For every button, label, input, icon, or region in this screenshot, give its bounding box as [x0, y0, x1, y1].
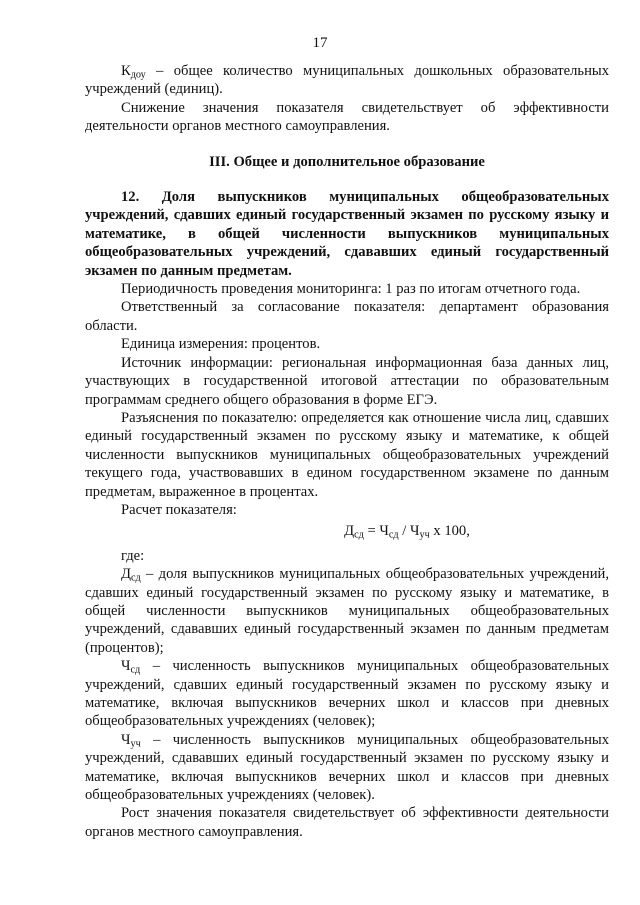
section-heading: III. Общее и дополнительное образование [209, 153, 485, 170]
symbol-d-subscript: сд [130, 572, 141, 584]
formula-lhs-subscript: сд [354, 529, 364, 541]
definition-d-sd [85, 565, 609, 657]
where-label: где: [121, 547, 145, 564]
definition-ch-sd-text: – численность выпускников муниципальных общеобразовательных учреждений, сдавших единый государственный экзамен по русскому языку и математике, включая выпускников вечерних школ и классов при дневных общеобразовательных учреждениях (человек); [85, 658, 609, 730]
symbol-ch-sd-subscript: сд [130, 664, 141, 676]
indicator-title: 12. Доля выпускников муниципальных общеобразовательных учреждений, сдавших единый государственный экзамен по русскому языку и математике, в общей численности выпускников муниципальных общеобразовательных учреждений, сдававших единый государственный экзамен по данным предметам. [85, 189, 609, 279]
formula-tail: х 100, [429, 523, 470, 540]
formula-denominator: Ч [409, 523, 420, 540]
definition-ch-sd [85, 657, 609, 731]
paragraph-unit: Единица измерения: процентов. [121, 336, 321, 353]
symbol-k-subscript: доу [130, 69, 146, 81]
definition-k-dou [85, 62, 609, 99]
formula-division: / [398, 523, 410, 540]
page-number: 17 [312, 35, 328, 51]
formula-equals: = [363, 523, 380, 540]
symbol-ch-uch: Ч [121, 731, 131, 748]
definition-ch-uch [85, 731, 609, 805]
paragraph-decrease: Снижение значения показателя свидетельствует об эффективности деятельности органов местного самоуправления. [85, 99, 609, 135]
definition-ch-uch-text: – численность выпускников муниципальных общеобразовательных учреждений, сдававших единый государственный экзамен по русскому языку и математике, включая выпускников вечерних школ и классов при дневных общеобразовательных учреждениях (человек). [85, 731, 609, 804]
definition-k-dou-text: – общее количество муниципальных дошкольных образовательных учреждений (единиц). [85, 63, 609, 98]
paragraph-calc-label: Расчет показателя: [121, 501, 237, 518]
formula-denominator-subscript: уч [419, 529, 430, 541]
formula [85, 522, 609, 540]
paragraph-periodicity: Периодичность проведения мониторинга: 1 раз по итогам отчетного года. [121, 281, 581, 298]
symbol-d: Д [121, 566, 131, 583]
symbol-ch-uch-subscript: уч [130, 738, 141, 750]
paragraph-responsible: Ответственный за согласование показателя: департамент образования области. [85, 299, 609, 334]
formula-numerator-subscript: сд [388, 529, 399, 541]
paragraph-explanation: Разъяснения по показателю: определяется как отношение числа лиц, сдавших единый государственный экзамен по русскому языку и математике, к общей численности выпускников муниципальных общеобразовательных учреждений текущего года, участвовавших в едином государственном экзамене по данным предметам, выраженное в процентах. [85, 409, 609, 500]
symbol-ch-sd: Ч [121, 658, 131, 675]
formula-lhs: Д [344, 523, 355, 540]
formula-numerator: Ч [379, 523, 389, 540]
symbol-k: К [121, 63, 131, 79]
paragraph-growth: Рост значения показателя свидетельствует об эффективности деятельности органов местного самоуправления. [85, 805, 609, 840]
definition-d-sd-text: – доля выпускников муниципальных общеобразовательных учреждений, сдавших единый государственный экзамен по русскому языку и математике, в общей численности выпускников муниципальных общеобразовательных учреждений, сдававших единый государственный экзамен по данным предметам (процентов); [85, 566, 609, 656]
paragraph-source: Источник информации: региональная информационная база данных лиц, участвующих в государственной итоговой аттестации по образовательным программам среднего общего образования в форме ЕГЭ. [85, 354, 609, 408]
document-body [85, 62, 609, 841]
